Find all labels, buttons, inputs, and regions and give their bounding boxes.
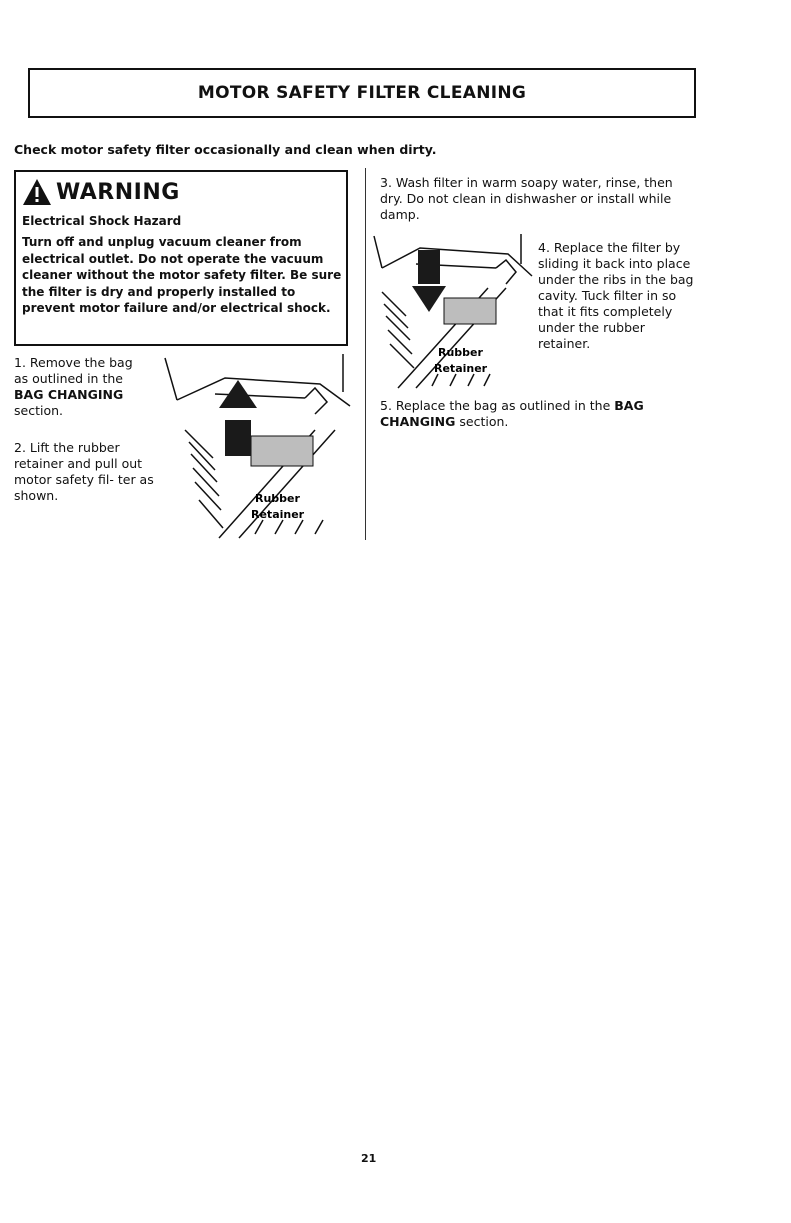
step-5-text: 5. Replace the bag as outlined in the [380, 398, 611, 413]
step-1-bold: BAG CHANGING [14, 387, 124, 402]
filter-removal-figure [155, 350, 360, 542]
warning-header [22, 178, 342, 206]
step-1 [14, 355, 139, 419]
page-number: 21 [361, 1152, 377, 1165]
intro-text: Check motor safety filter occasionally and clean when dirty. [14, 142, 437, 157]
fig2-label-retainer: Retainer [434, 362, 488, 375]
step-2: 2. Lift the rubber retainer and pull out motor safety fil- ter as shown. [14, 440, 154, 503]
step-5-text-end: section. [459, 414, 509, 429]
step-3: 3. Wash filter in warm soapy water, rinse, then dry. Do not clean in dishwasher or install while damp. [380, 175, 673, 222]
step-5 [380, 398, 710, 430]
warning-title: WARNING [56, 179, 180, 205]
hazard-subtitle: Electrical Shock Hazard [22, 214, 182, 228]
warning-box [14, 170, 348, 346]
column-divider [365, 168, 366, 540]
page-title: MOTOR SAFETY FILTER CLEANING [197, 83, 527, 103]
warning-triangle-icon [22, 178, 52, 206]
fig2-label-rubber: Rubber [438, 346, 483, 359]
step-4: 4. Replace the filter by sliding it back into place under the ribs in the bag cavity. Tuck filter in so that it fits completely under the rubber retainer. [538, 240, 694, 351]
section-title-box [28, 68, 696, 118]
step-1-text: Remove the bag as outlined in the [14, 355, 133, 386]
fig1-label-retainer: Retainer [251, 508, 305, 521]
step-1-text-end: section. [14, 403, 63, 418]
step-1-number: 1. [14, 355, 26, 370]
warning-text: Turn off and unplug vacuum cleaner from electrical outlet. Do not operate the vacuum cleaner without the motor safety filter. Be sure the filter is dry and properly installed to prevent motor failure and/or electrical shock. [22, 235, 342, 315]
filter-replacement-figure [368, 232, 538, 390]
step-5-bold: BAG CHANGING [380, 398, 644, 429]
fig1-label-rubber: Rubber [255, 492, 300, 505]
